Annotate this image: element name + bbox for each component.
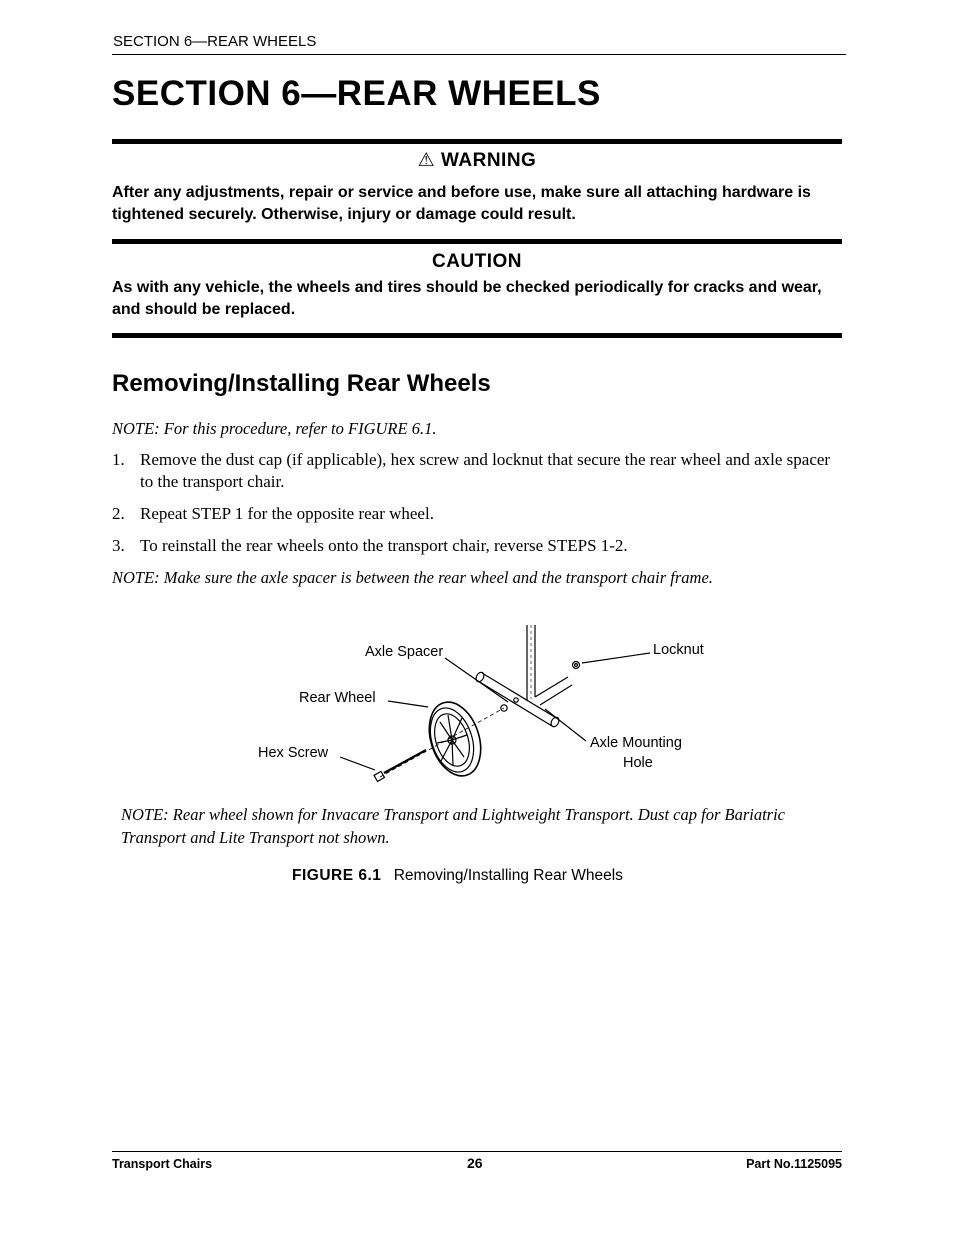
axle-spacer-note: NOTE: Make sure the axle spacer is between the rear wheel and the transport chair frame. (112, 568, 713, 587)
step-number: 2. (112, 504, 125, 523)
step-text: Remove the dust cap (if applicable), hex screw and locknut that secure the rear wheel and axle spacer to the transport chair. (140, 450, 831, 491)
footer-divider (112, 1151, 842, 1152)
axle-tube-bottom (478, 681, 552, 726)
caution-text: As with any vehicle, the wheels and tires should be checked periodically for cracks and wear, and should be replaced. (112, 279, 822, 318)
footer-title: Transport Chairs (112, 1157, 213, 1171)
step-text: To reinstall the rear wheels onto the transport chair, reverse STEPS 1-2. (140, 536, 628, 555)
wheel-spoke (441, 740, 452, 761)
header-divider (112, 54, 846, 55)
label-axle-spacer: Axle Spacer (365, 644, 444, 660)
hex-screw-shaft (384, 750, 426, 773)
label-locknut: Locknut (653, 642, 704, 658)
caution-heading: CAUTION (431, 251, 523, 272)
procedure-note: NOTE: For this procedure, refer to FIGURE 6.1. (112, 419, 437, 438)
caution-top-rule (112, 239, 842, 244)
locknut-hole (575, 664, 578, 667)
label-rear-wheel: Rear Wheel (299, 690, 376, 706)
warning-heading-text: WARNING (441, 150, 537, 171)
leader-axle-spacer (445, 658, 508, 702)
locknut-part (573, 662, 580, 669)
subsection-title: Removing/Installing Rear Wheels (112, 370, 491, 397)
list-item (112, 535, 844, 557)
figure-caption-number: FIGURE 6.1 (292, 867, 382, 884)
list-item (112, 503, 844, 525)
part-number: Part No.1125095 (746, 1157, 842, 1171)
axle-tube-far-end (549, 716, 560, 728)
warning-top-rule (112, 139, 842, 144)
page-title: SECTION 6—REAR WHEELS (112, 74, 601, 113)
figure-caption-text: Removing/Installing Rear Wheels (393, 867, 623, 884)
axle-tube-end (474, 671, 485, 683)
caution-bottom-rule (112, 333, 842, 338)
list-item (112, 449, 844, 495)
leader-rear-wheel (388, 701, 428, 707)
wheel-spoke (452, 740, 464, 757)
leader-hex-screw (340, 757, 375, 770)
hex-screw-head (374, 771, 384, 781)
warning-text: After any adjustments, repair or service and before use, make sure all attaching hardware is tightened securely. Otherwise, injury or damage could result. (112, 184, 811, 223)
warning-heading (112, 149, 842, 172)
axle-spacer-washer (514, 698, 518, 702)
step-number: 3. (112, 536, 125, 555)
label-axle-mounting: Axle Mounting (590, 735, 682, 751)
frame-brace-top (535, 677, 568, 697)
label-hex-screw: Hex Screw (258, 745, 329, 761)
leader-locknut (582, 653, 650, 663)
figure-caption (292, 867, 623, 885)
running-header: SECTION 6—REAR WHEELS (113, 33, 317, 50)
label-axle-mounting-hole: Hole (623, 755, 653, 771)
warning-triangle-icon: ⚠ (417, 150, 436, 171)
axle-tube-top (482, 673, 558, 719)
step-text: Repeat STEP 1 for the opposite rear wheel. (140, 504, 434, 523)
page-number: 26 (467, 1155, 483, 1171)
figure-note: NOTE: Rear wheel shown for Invacare Transport and Lightweight Transport. Dust cap for Bariatric Transport and Lite Transport not shown. (121, 805, 786, 847)
frame-brace-bottom (540, 685, 572, 705)
step-number: 1. (112, 450, 125, 469)
